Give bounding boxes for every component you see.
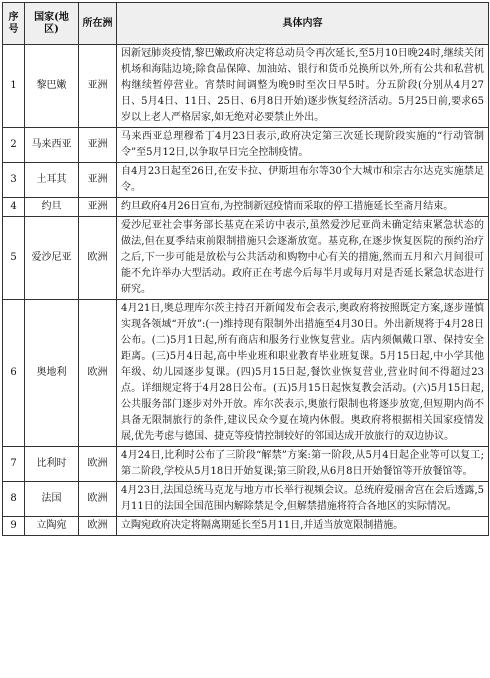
header-no: 序号 bbox=[3, 3, 25, 45]
table-row bbox=[3, 447, 489, 482]
measures-table bbox=[2, 2, 489, 536]
row-content: 约旦政府4月26日宣布,为控制新冠疫情而采取的停工措施延长至斋月结束。 bbox=[117, 198, 489, 217]
table-row bbox=[3, 163, 489, 198]
row-country: 法国 bbox=[25, 482, 79, 517]
row-country: 约旦 bbox=[25, 198, 79, 217]
header-content: 具体内容 bbox=[117, 3, 489, 45]
row-content: 4月24日,比利时公布了三阶段“解禁”方案:第一阶段,从5月4日起企业等可以复工;第二阶段,学校从5月18日开始复课;第三阶段,从6月8日开始餐馆等开放餐馆等。 bbox=[117, 447, 489, 482]
row-content: 自4月23日起至26日,在安卡拉、伊斯坦布尔等30个大城市和宗古尔达克实施禁足令。 bbox=[117, 163, 489, 198]
row-country: 奥地利 bbox=[25, 300, 79, 447]
header-country: 国家(地区) bbox=[25, 3, 79, 45]
row-country: 黎巴嫩 bbox=[25, 45, 79, 128]
row-content: 爱沙尼亚社会事务部长基克在采访中表示,虽然爱沙尼亚尚未确定结束紧急状态的做法,但在夏季结束前限制措施只会逐渐放宽。基克称,在逐步恢复医院的预约治疗之后,下一步可能是放松与公共活动和购物中心有关的措施,然而五月和六月间很可能不允许举办大型活动。政府正在考虑今后每半月或每月对是否延长紧急状态进行研究。 bbox=[117, 217, 489, 300]
row-content: 马来西亚总理穆希丁4月23日表示,政府决定第三次延长现阶段实施的“行动管制令”至5月12日,以争取早日完全控制疫情。 bbox=[117, 128, 489, 163]
row-no: 4 bbox=[3, 198, 25, 217]
row-content: 4月21日,奥总理库尔茨主持召开新闻发布会表示,奥政府将按照既定方案,逐步谨慎实现各领域“开放”:(一)维持现有限制外出措施至4月30日。外出新规将于4月28日公布。(二)5月1日起,所有商店和服务行业恢复营业。店内须佩戴口罩、保持安全距离。(三)5月4日起,高中毕业班和职业教育毕业班复课。5月15日起,中小学其他年级、幼儿园逐步复课。(四)5月15日起,餐饮业恢复营业,营业时间不得超过23点。详细规定将于4月28日公布。(五)5月15日起恢复教会活动。(六)5月15日起,公共服务部门逐步对外开放。库尔茨表示,奥旅行限制也将逐步放宽,但短期内尚不具备无限制旅行的条件,建议民众今夏在境内休假。奥政府将根据相关国家疫情发展,优先考虑与德国、捷克等疫情控制较好的邻国达成开放旅行的双边协议。 bbox=[117, 300, 489, 447]
row-region: 欧洲 bbox=[79, 517, 117, 536]
row-no: 9 bbox=[3, 517, 25, 536]
row-no: 1 bbox=[3, 45, 25, 128]
row-region: 亚洲 bbox=[79, 45, 117, 128]
row-region: 欧洲 bbox=[79, 217, 117, 300]
row-no: 8 bbox=[3, 482, 25, 517]
row-region: 亚洲 bbox=[79, 198, 117, 217]
row-content: 4月23日,法国总统马克龙与地方市长举行视频会议。总统府爱丽舍宫在会后透露,5月11日的法国全国范围内解除禁足令,但解禁措施将符合各地区的实际情况。 bbox=[117, 482, 489, 517]
row-country: 比利时 bbox=[25, 447, 79, 482]
table-row bbox=[3, 198, 489, 217]
header-row bbox=[3, 3, 489, 45]
row-country: 爱沙尼亚 bbox=[25, 217, 79, 300]
table-row bbox=[3, 128, 489, 163]
row-no: 7 bbox=[3, 447, 25, 482]
table-row bbox=[3, 217, 489, 300]
row-region: 亚洲 bbox=[79, 163, 117, 198]
row-no: 3 bbox=[3, 163, 25, 198]
row-no: 6 bbox=[3, 300, 25, 447]
row-no: 5 bbox=[3, 217, 25, 300]
row-content: 因新冠肺炎疫情,黎巴嫩政府决定将总动员令再次延长,至5月10日晚24时,继续关闭机场和海陆边境;除食品保障、加油站、银行和货币兑换所以外,所有公共和私营机构继续暂停营业。宵禁时间调整为晚9时至次日早5时。分五阶段(分别从4月27日、5月4日、11日、25日、6月8日开始)逐步恢复经济活动。5月25日前,要求65岁以上老人严格居家,如无绝对必要禁止外出。 bbox=[117, 45, 489, 128]
row-country: 马来西亚 bbox=[25, 128, 79, 163]
row-country: 土耳其 bbox=[25, 163, 79, 198]
table-row bbox=[3, 517, 489, 536]
row-content: 立陶宛政府决定将隔离期延长至5月11日,并适当放宽限制措施。 bbox=[117, 517, 489, 536]
table-row bbox=[3, 45, 489, 128]
row-region: 欧洲 bbox=[79, 447, 117, 482]
row-no: 2 bbox=[3, 128, 25, 163]
row-region: 欧洲 bbox=[79, 482, 117, 517]
row-country: 立陶宛 bbox=[25, 517, 79, 536]
table-row bbox=[3, 300, 489, 447]
table-row bbox=[3, 482, 489, 517]
row-region: 亚洲 bbox=[79, 128, 117, 163]
row-region: 欧洲 bbox=[79, 300, 117, 447]
header-region: 所在洲 bbox=[79, 3, 117, 45]
